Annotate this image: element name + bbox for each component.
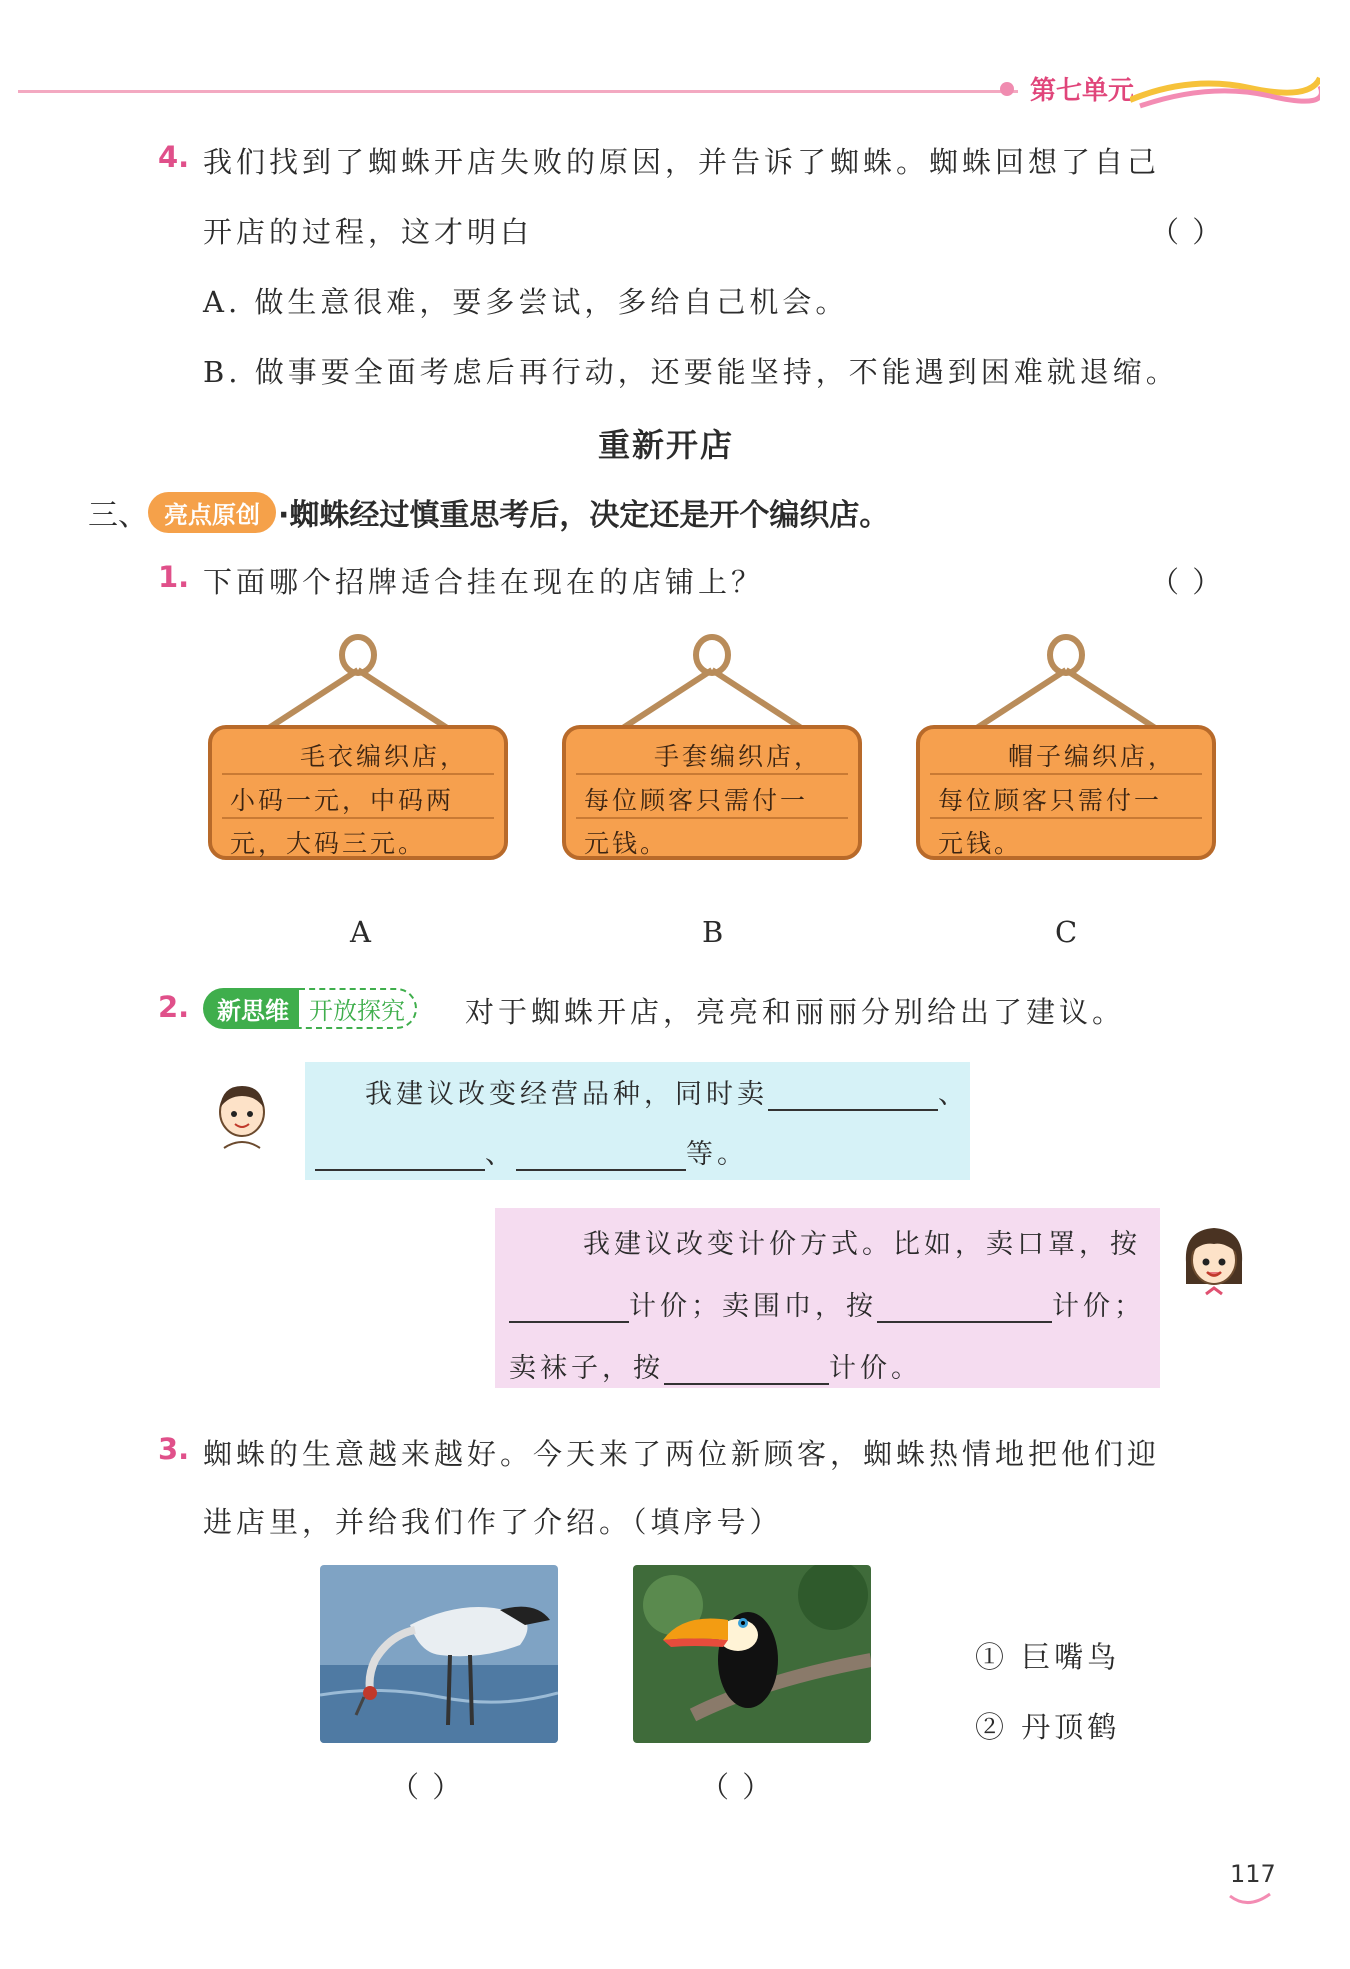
q3-line1: 蜘蛛的生意越来越好。今天来了两位新顾客，蜘蛛热情地把他们迎 <box>203 1437 1161 1471</box>
q4-answer-paren[interactable]: （ ） <box>1150 215 1224 249</box>
original-badge: 亮点原创 <box>148 492 276 533</box>
header-swoosh-decoration <box>1130 70 1320 110</box>
page-number: 117 <box>1230 1860 1276 1888</box>
boy-line1 <box>365 1072 969 1111</box>
header-dot <box>1000 82 1014 96</box>
boy-avatar-icon <box>210 1082 274 1154</box>
q4-line1: 我们找到了蜘蛛开店失败的原因，并告诉了蜘蛛。蜘蛛回想了自己 <box>203 145 1161 179</box>
q4-line2: 开店的过程，这才明白 <box>203 215 534 249</box>
boy-blank-3[interactable] <box>516 1141 686 1171</box>
sign-a-line1: 毛衣编织店， <box>300 742 469 771</box>
girl-line3-text: 卖袜子，按 <box>509 1353 664 1384</box>
sign-b-line3: 元钱。 <box>584 829 669 858</box>
part-three-intro <box>88 490 889 534</box>
q3-number: 3. <box>158 1432 190 1466</box>
bird-option-1: ① 巨嘴鸟 <box>975 1640 1121 1674</box>
boy-blank-1[interactable] <box>768 1081 938 1111</box>
sign-a <box>208 630 518 870</box>
girl-line2 <box>509 1284 1145 1323</box>
sign-c-line1: 帽子编织店， <box>1008 742 1177 771</box>
toucan-photo <box>633 1565 871 1743</box>
page-number-swoosh <box>1228 1890 1272 1910</box>
boy-line1-text: 我建议改变经营品种，同时卖 <box>365 1079 768 1110</box>
sign-c-label: C <box>1055 915 1078 949</box>
sign-c <box>916 630 1226 870</box>
sign-b-line1: 手套编织店， <box>654 742 823 771</box>
girl-blank-1[interactable] <box>509 1293 629 1323</box>
toucan-answer-paren[interactable]: （ ） <box>700 1770 774 1804</box>
sign-a-line3: 元，大码三元。 <box>230 829 427 858</box>
unit-title: 第七单元 <box>1030 76 1135 106</box>
girl-line3-end: 计价。 <box>829 1353 922 1384</box>
sign-b-line2: 每位顾客只需付一 <box>584 786 809 815</box>
girl-avatar-icon <box>1178 1222 1250 1304</box>
bird-option-2: ② 丹顶鹤 <box>975 1710 1121 1744</box>
girl-line3 <box>509 1346 922 1385</box>
girl-line2-end: 计价； <box>1052 1291 1145 1322</box>
sign-b-label: B <box>702 915 724 949</box>
sign-a-label: A <box>350 915 371 949</box>
sign-a-line2: 小码一元，中码两 <box>230 786 455 815</box>
section-title: 重新开店 <box>598 426 735 464</box>
sign-c-line2: 每位顾客只需付一 <box>938 786 1163 815</box>
q4-number: 4. <box>158 140 190 174</box>
girl-speech-bubble <box>495 1208 1160 1388</box>
boy-line1-sep: 、 <box>938 1079 969 1110</box>
new-thinking-badge: 新思维 <box>203 988 299 1029</box>
q1-answer-paren[interactable]: （ ） <box>1150 565 1224 599</box>
sign-c-board <box>916 725 1216 860</box>
q2-number: 2. <box>158 990 190 1024</box>
boy-speech-bubble <box>305 1062 970 1180</box>
girl-blank-2[interactable] <box>877 1293 1052 1323</box>
open-explore-badge: 开放探究 <box>299 988 417 1029</box>
girl-line1: 我建议改变计价方式。比如，卖口罩，按 <box>583 1229 1141 1260</box>
q4-option-b: B. 做事要全面考虑后再行动，还要能坚持，不能遇到困难就退缩。 <box>203 355 1179 389</box>
boy-line2-end: 等。 <box>686 1139 748 1170</box>
q2-text: 对于蜘蛛开店，亮亮和丽丽分别给出了建议。 <box>465 995 1126 1029</box>
sign-b <box>562 630 872 870</box>
q2-badges <box>203 988 417 1029</box>
part-intro-text: ·蜘蛛经过慎重思考后，决定还是开个编织店。 <box>278 498 890 533</box>
sign-a-board <box>208 725 508 860</box>
girl-line2-text: 计价；卖围巾，按 <box>629 1291 877 1322</box>
crane-answer-paren[interactable]: （ ） <box>390 1770 464 1804</box>
girl-blank-3[interactable] <box>664 1355 829 1385</box>
sign-b-board <box>562 725 862 860</box>
q3-line2: 进店里，并给我们作了介绍。（填序号） <box>203 1505 783 1539</box>
boy-line2 <box>315 1132 748 1171</box>
sign-c-line3: 元钱。 <box>938 829 1023 858</box>
boy-blank-2[interactable] <box>315 1141 485 1171</box>
q1-number: 1. <box>158 560 190 594</box>
q4-option-a: A. 做生意很难，要多尝试，多给自己机会。 <box>203 285 849 319</box>
part-label: 三、 <box>88 498 148 533</box>
crane-photo <box>320 1565 558 1743</box>
header-rule <box>18 90 1018 93</box>
boy-line2-sep: 、 <box>485 1139 516 1170</box>
q1-text: 下面哪个招牌适合挂在现在的店铺上？ <box>203 565 765 599</box>
